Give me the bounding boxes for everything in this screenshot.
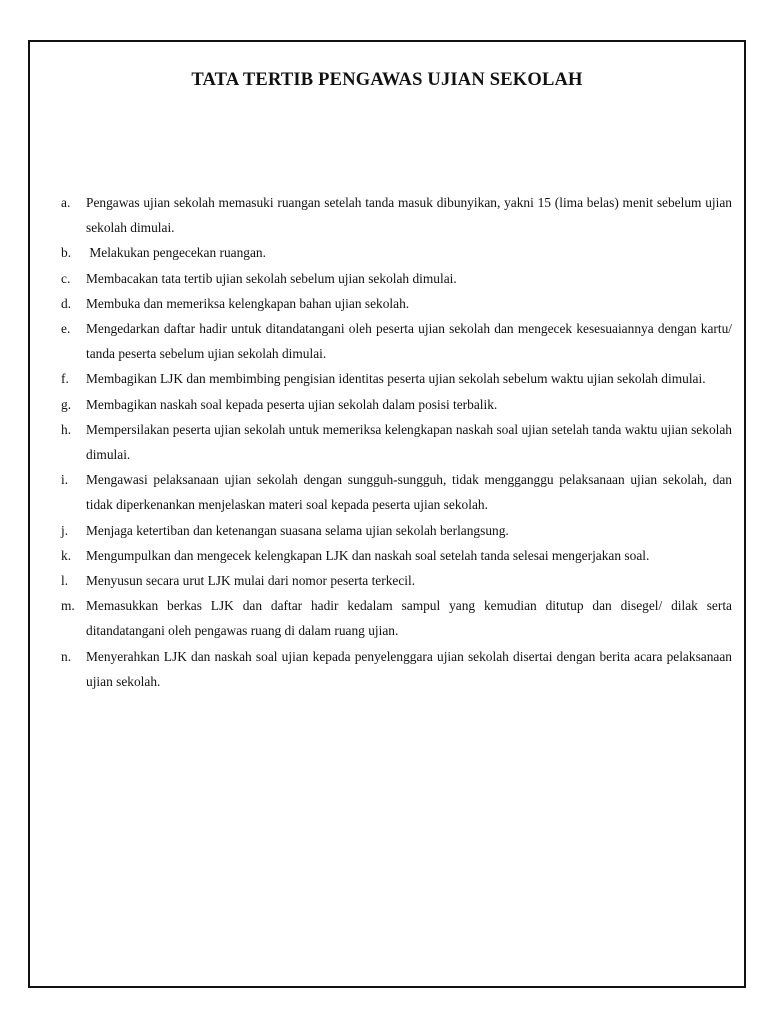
rule-text: Pengawas ujian sekolah memasuki ruangan setelah tanda masuk dibunyikan, yakni 15 (lima belas) menit sebelum ujian sekolah dimulai. <box>86 195 732 236</box>
rules-list <box>58 190 732 694</box>
rule-text: Menyusun secara urut LJK mulai dari nomor peserta terkecil. <box>86 573 416 589</box>
rule-item-l <box>58 568 732 593</box>
rule-marker: n. <box>61 648 72 664</box>
rule-marker: a. <box>61 195 71 210</box>
rule-marker: l. <box>61 573 69 589</box>
document-title: TATA TERTIB PENGAWAS UJIAN SEKOLAH <box>191 70 583 90</box>
rule-text: Melakukan pengecekan ruangan. <box>86 245 266 261</box>
rule-text: Membagikan LJK dan membimbing pengisian identitas peserta ujian sekolah sebelum waktu ujian sekolah dimulai. <box>86 371 706 387</box>
rule-text: Mengumpulkan dan mengecek kelengkapan LJK dan naskah soal setelah tanda selesai mengerjakan soal. <box>86 547 650 563</box>
rule-item-m <box>58 593 732 643</box>
rule-item-a <box>58 190 732 240</box>
rule-marker: i. <box>61 472 69 488</box>
rule-marker: h. <box>61 421 72 437</box>
rule-marker: d. <box>61 295 72 311</box>
rule-marker: e. <box>61 321 71 337</box>
rule-text: Memasukkan berkas LJK dan daftar hadir kedalam sampul yang kemudian ditutup dan disegel/ dilak serta ditandatangani oleh pengawas ruang di dalam ruang ujian. <box>86 598 732 639</box>
rule-marker: b. <box>61 245 72 261</box>
rule-item-h <box>58 417 732 467</box>
rule-marker: g. <box>61 396 72 412</box>
rule-text: Membacakan tata tertib ujian sekolah sebelum ujian sekolah dimulai. <box>86 270 457 286</box>
rule-text: Mempersilakan peserta ujian sekolah untuk memeriksa kelengkapan naskah soal ujian setelah tanda waktu ujian sekolah dimulai. <box>86 421 732 463</box>
rule-text: Mengedarkan daftar hadir untuk ditandatangani oleh peserta ujian sekolah dan mengecek kesesuaiannya dengan kartu/ tanda peserta sebelum ujian sekolah dimulai. <box>86 321 732 362</box>
rule-item-i <box>58 467 732 517</box>
rule-marker: f. <box>61 371 69 387</box>
rule-text: Menjaga ketertiban dan ketenangan suasana selama ujian sekolah berlangsung. <box>86 522 509 538</box>
rule-text: Membagikan naskah soal kepada peserta ujian sekolah dalam posisi terbalik. <box>86 396 498 412</box>
page-border <box>28 40 746 988</box>
rule-item-c <box>58 266 732 291</box>
rule-item-d <box>58 291 732 316</box>
rule-item-b <box>58 240 732 265</box>
rule-marker: m. <box>61 598 75 614</box>
rule-item-j <box>58 518 732 543</box>
rule-marker: c. <box>61 270 71 286</box>
rule-text: Menyerahkan LJK dan naskah soal ujian kepada penyelenggara ujian sekolah disertai dengan berita acara pelaksanaan ujian sekolah. <box>86 648 732 689</box>
rule-item-f <box>58 366 732 391</box>
rule-text: Membuka dan memeriksa kelengkapan bahan ujian sekolah. <box>86 295 410 311</box>
rule-item-n <box>58 644 732 694</box>
rule-item-k <box>58 543 732 568</box>
rule-text: Mengawasi pelaksanaan ujian sekolah dengan sungguh-sungguh, tidak mengganggu pelaksanaan ujian sekolah, dan tidak diperkenankan menjelaskan materi soal kepada peserta ujian sekolah. <box>86 472 732 513</box>
rule-item-g <box>58 392 732 417</box>
rule-marker: k. <box>61 547 72 563</box>
rule-marker: j. <box>61 522 69 538</box>
rule-item-e <box>58 316 732 366</box>
